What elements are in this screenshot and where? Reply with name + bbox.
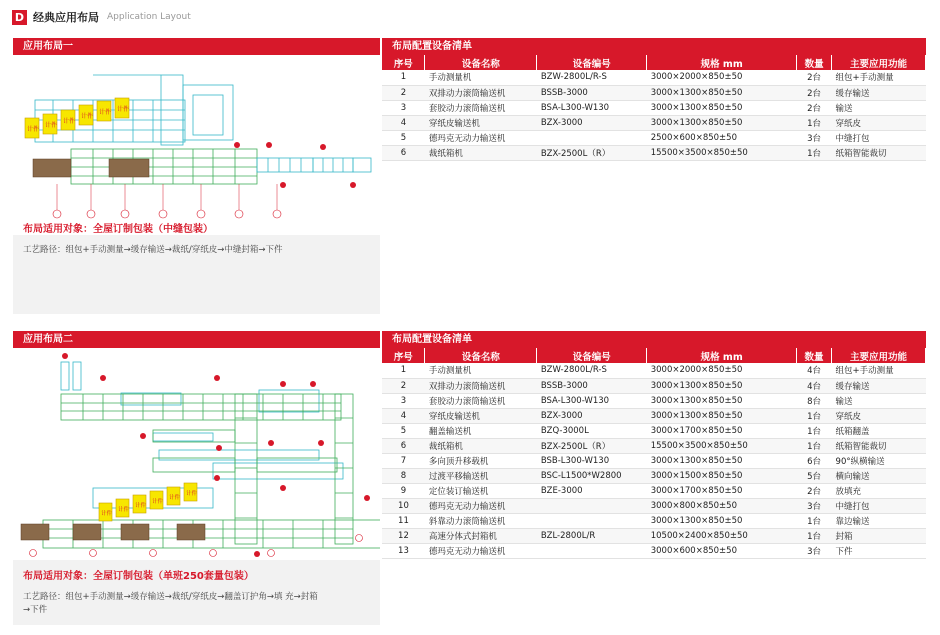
layout-target-1: 布局适用对象：全屋订制包装（中缝包装） [23,224,213,235]
layout-target-2: 布局适用对象：全屋订制包装（单班250套量包装） [23,571,254,582]
equipment-table-panel-1 [382,38,926,161]
cell-function: 缓存输送 [832,378,926,393]
cell-qty: 1台 [797,513,832,528]
col-header-code: 设备编号 [537,55,647,70]
table-row [382,438,926,453]
table-row [382,483,926,498]
cell-name: 定位装订输送机 [425,483,537,498]
cell-spec: 3000×1300×850±50 [647,115,797,130]
cell-code: BZX-3000 [537,408,647,423]
svg-text:计件: 计件 [101,511,113,517]
cell-qty: 3台 [797,498,832,513]
col-header-no: 序号 [382,348,425,363]
cell-name: 穿纸皮输送机 [425,408,537,423]
cell-no: 7 [382,453,425,468]
table-row [382,378,926,393]
cell-code [537,513,647,528]
cell-qty: 2台 [797,85,832,100]
cell-name: 翻盖输送机 [425,423,537,438]
table-row [382,130,926,145]
cell-code [537,543,647,558]
svg-text:计件: 计件 [27,126,40,133]
layout-route-2 [23,591,318,617]
cell-spec: 3000×1700×850±50 [647,423,797,438]
layout-route-2-line2: →下件 [23,605,48,615]
cell-qty: 1台 [797,408,832,423]
cell-no: 9 [382,483,425,498]
cell-function: 靠边输送 [832,513,926,528]
cell-function: 组包+手动测量 [832,363,926,378]
table-row [382,423,926,438]
cell-no: 11 [382,513,425,528]
cell-no: 5 [382,130,425,145]
cell-spec: 3000×2000×850±50 [647,70,797,85]
cell-no: 13 [382,543,425,558]
table-row [382,513,926,528]
cell-function: 90°纵横输送 [832,453,926,468]
cell-function: 下件 [832,543,926,558]
cell-spec: 3000×1300×850±50 [647,408,797,423]
cell-code [537,498,647,513]
layout-route-1: 工艺路径：组包+手动测量→缓存输送→裁纸/穿纸皮→中缝封箱→下件 [23,245,283,255]
table-row [382,145,926,160]
cell-no: 1 [382,363,425,378]
equipment-table-2 [382,348,926,559]
cell-function: 放填充 [832,483,926,498]
cell-spec: 15500×3500×850±50 [647,438,797,453]
cell-name: 裁纸箱机 [425,145,537,160]
cell-spec: 3000×2000×850±50 [647,363,797,378]
equipment-table-title-2: 布局配置设备清单 [382,331,926,348]
table-row [382,408,926,423]
col-header-spec: 规格 mm [647,348,797,363]
table-row [382,468,926,483]
cell-code [537,130,647,145]
cell-name: 高速分体式封箱机 [425,528,537,543]
col-header-name: 设备名称 [425,55,537,70]
cell-function: 纸箱翻盖 [832,423,926,438]
cell-no: 2 [382,378,425,393]
layout-diagram-2 [13,348,380,560]
cell-name: 多向顶升移载机 [425,453,537,468]
cell-qty: 1台 [797,438,832,453]
svg-text:计件: 计件 [99,109,112,116]
svg-text:计件: 计件 [152,499,164,505]
cell-qty: 1台 [797,145,832,160]
cell-function: 组包+手动测量 [832,70,926,85]
cell-spec: 3000×1500×850±50 [647,468,797,483]
col-header-function: 主要应用功能 [832,55,926,70]
cell-qty: 8台 [797,393,832,408]
cell-name: 套胶动力滚筒输送机 [425,393,537,408]
cell-code: BSB-L300-W130 [537,453,647,468]
table-row [382,498,926,513]
layout-drawing-2 [13,348,380,560]
cell-no: 3 [382,100,425,115]
cell-code: BZX-3000 [537,115,647,130]
cell-spec: 3000×1300×850±50 [647,100,797,115]
cell-name: 德玛克无动力输送机 [425,130,537,145]
cell-function: 纸箱智能裁切 [832,145,926,160]
cell-name: 双排动力滚筒输送机 [425,378,537,393]
col-header-code: 设备编号 [537,348,647,363]
cell-spec: 3000×1300×850±50 [647,453,797,468]
table-row [382,363,926,378]
cell-no: 6 [382,145,425,160]
page-title: 经典应用布局 [33,11,99,24]
cell-function: 中缝打包 [832,498,926,513]
table-row [382,543,926,558]
equipment-table-panel-2 [382,331,926,559]
layout-panel-1 [13,38,380,314]
cell-name: 德玛克无动力输送机 [425,543,537,558]
cell-qty: 2台 [797,70,832,85]
cell-name: 套胶动力滚筒输送机 [425,100,537,115]
cell-no: 12 [382,528,425,543]
cell-name: 手动测量机 [425,70,537,85]
svg-text:计件: 计件 [81,113,94,120]
equipment-table-1 [382,55,926,161]
cell-spec: 2500×600×850±50 [647,130,797,145]
layout-route-2-line1: 工艺路径：组包+手动测量→缓存输送→裁纸/穿纸皮→翻盖订护角→填 充→封箱 [23,592,318,602]
equipment-table-title-1: 布局配置设备清单 [382,38,926,55]
cell-code: BSA-L300-W130 [537,393,647,408]
col-header-name: 设备名称 [425,348,537,363]
svg-text:计件: 计件 [169,495,181,501]
cell-code: BZW-2800L/R-S [537,363,647,378]
cell-spec: 3000×1700×850±50 [647,483,797,498]
svg-text:计件: 计件 [45,122,58,129]
layout-title-1: 应用布局一 [13,38,380,55]
cell-function: 输送 [832,393,926,408]
cell-code: BZW-2800L/R-S [537,70,647,85]
section-badge: D [12,10,27,25]
cell-qty: 4台 [797,363,832,378]
table-row [382,115,926,130]
cell-qty: 1台 [797,423,832,438]
cell-code: BSC-L1500*W2800 [537,468,647,483]
svg-text:计件: 计件 [186,491,198,497]
cell-spec: 3000×800×850±50 [647,498,797,513]
cell-name: 穿纸皮输送机 [425,115,537,130]
cell-no: 5 [382,423,425,438]
cell-qty: 1台 [797,115,832,130]
svg-text:计件: 计件 [63,118,76,125]
cell-spec: 3000×600×850±50 [647,543,797,558]
cell-code: BSSB-3000 [537,85,647,100]
cell-qty: 4台 [797,378,832,393]
svg-text:计件: 计件 [135,503,147,509]
cell-spec: 15500×3500×850±50 [647,145,797,160]
col-header-function: 主要应用功能 [832,348,926,363]
cell-code: BSSB-3000 [537,378,647,393]
cell-qty: 3台 [797,130,832,145]
cell-name: 手动测量机 [425,363,537,378]
cell-no: 2 [382,85,425,100]
cell-function: 输送 [832,100,926,115]
col-header-qty: 数量 [797,348,832,363]
cell-qty: 6台 [797,453,832,468]
cell-no: 1 [382,70,425,85]
cell-code: BSA-L300-W130 [537,100,647,115]
cell-name: 双排动力滚筒输送机 [425,85,537,100]
table-row [382,85,926,100]
cell-spec: 3000×1300×850±50 [647,513,797,528]
cell-function: 穿纸皮 [832,115,926,130]
layout-title-2: 应用布局二 [13,331,380,348]
cell-code: BZE-3000 [537,483,647,498]
table-row [382,100,926,115]
svg-text:计件: 计件 [117,106,130,113]
col-header-qty: 数量 [797,55,832,70]
cell-function: 穿纸皮 [832,408,926,423]
cell-qty: 2台 [797,483,832,498]
cell-no: 3 [382,393,425,408]
cell-function: 中缝打包 [832,130,926,145]
cell-function: 纸箱智能裁切 [832,438,926,453]
layout-drawing-1 [13,55,380,235]
table-row [382,453,926,468]
cell-code: BZQ-3000L [537,423,647,438]
cell-spec: 3000×1300×850±50 [647,85,797,100]
cell-spec: 10500×2400×850±50 [647,528,797,543]
cell-code: BZX-2500L（R） [537,438,647,453]
cell-function: 缓存输送 [832,85,926,100]
cell-spec: 3000×1300×850±50 [647,393,797,408]
cell-name: 裁纸箱机 [425,438,537,453]
table-row [382,393,926,408]
layout-diagram-1 [13,55,380,235]
col-header-spec: 规格 mm [647,55,797,70]
cell-no: 8 [382,468,425,483]
cell-function: 封箱 [832,528,926,543]
cell-spec: 3000×1300×850±50 [647,378,797,393]
cell-qty: 2台 [797,100,832,115]
cell-name: 德玛克无动力输送机 [425,498,537,513]
layout-panel-2 [13,331,380,625]
table-row [382,70,926,85]
cell-name: 斜靠动力滚筒输送机 [425,513,537,528]
cell-qty: 1台 [797,528,832,543]
cell-no: 4 [382,115,425,130]
page-subtitle: Application Layout [107,12,191,22]
cell-function: 横向输送 [832,468,926,483]
cell-no: 4 [382,408,425,423]
layout-section-1 [13,38,926,314]
cell-name: 过渡平移输送机 [425,468,537,483]
cell-code: BZX-2500L（R） [537,145,647,160]
page-header [12,9,191,25]
layout-section-2 [13,331,926,625]
svg-text:计件: 计件 [118,507,130,513]
cell-code: BZL-2800L/R [537,528,647,543]
col-header-no: 序号 [382,55,425,70]
cell-qty: 5台 [797,468,832,483]
table-row [382,528,926,543]
cell-no: 10 [382,498,425,513]
cell-no: 6 [382,438,425,453]
cell-qty: 3台 [797,543,832,558]
